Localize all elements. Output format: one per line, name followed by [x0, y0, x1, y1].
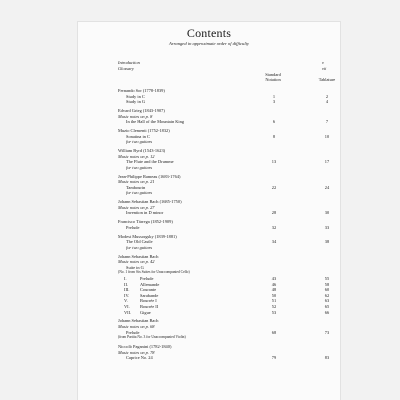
composer-name: Fernando Sor (1778-1839) [118, 88, 165, 93]
piece-title: Allemande [140, 281, 160, 287]
standard-notation-page: 13 [271, 159, 277, 165]
page-title: Contents [186, 26, 232, 40]
entry-note: for two guitars [126, 164, 153, 170]
tablature-page: 62 [324, 292, 330, 298]
piece-title: (from Partita No. 3 for Unaccompanied Violin) [118, 335, 186, 340]
entry-note: Music notes on p. 27 [118, 204, 155, 210]
front-matter-introduction: Introduction [118, 60, 140, 65]
entry-note: for two guitars [126, 139, 153, 145]
piece-title: Sonatina in C [126, 133, 150, 139]
standard-notation-page: 79 [271, 355, 277, 361]
standard-notation-page: 68 [271, 329, 277, 335]
piece-title: Bourrée I [140, 298, 157, 304]
movement-number: V. [124, 298, 128, 304]
composer-name: Niccolò Paganini (1782-1840) [118, 344, 172, 349]
movement-number: I. [124, 276, 127, 281]
entry-note: for two guitars [126, 190, 153, 196]
composer-name: Johann Sebastian Bach (1685-1750) [118, 199, 182, 205]
standard-notation-page: 28 [271, 210, 277, 216]
piece-title: Invention in D minor [126, 210, 164, 216]
standard-notation-page: 6 [272, 119, 276, 125]
tablature-page: 7 [325, 119, 329, 125]
tablature-page: 63 [324, 298, 330, 304]
piece-title: Prelude [126, 329, 140, 335]
standard-notation-page: 1 [272, 93, 276, 99]
entry-note: Music notes on p. 21 [118, 179, 155, 185]
composer-name: Muzio Clementi (1752-1832) [118, 128, 170, 133]
standard-notation-page: 32 [271, 224, 277, 230]
movement-number: VII. [124, 309, 132, 315]
standard-notation-page: 48 [271, 287, 277, 293]
column-header-standard-line2: Notation [265, 77, 281, 82]
piece-title: Courante [140, 287, 157, 293]
tablature-page: 17 [324, 159, 330, 165]
piece-title: Bourrée II [140, 304, 159, 309]
composer-name: Johann Sebastian Bach [118, 318, 159, 324]
tablature-page: 24 [324, 184, 330, 190]
standard-notation-page: 8 [272, 133, 276, 139]
piece-title: Gigue [140, 309, 151, 315]
standard-notation-page: 3 [272, 99, 276, 105]
piece-title: Sarabande [140, 292, 159, 298]
standard-notation-page: 52 [271, 304, 277, 309]
tablature-page: 10 [324, 133, 330, 139]
piece-title: Prelude [140, 276, 154, 281]
tablature-page: 58 [324, 281, 330, 287]
column-header-tablature: Tablature [318, 77, 336, 82]
column-header-standard-line1: Standard [265, 72, 281, 77]
entry-note: Music notes on p. 12 [118, 153, 155, 159]
tablature-page: 55 [324, 276, 330, 281]
column-header-standard [256, 72, 290, 82]
entry-note: Music notes on p. 78 [118, 349, 155, 355]
tablature-page: 4 [325, 99, 329, 105]
standard-notation-page: 22 [271, 184, 277, 190]
front-matter-glossary: Glossary [118, 66, 134, 71]
movement-number: IV. [124, 292, 130, 298]
tablature-page: 60 [324, 287, 330, 293]
piece-title: The Old Castle [126, 239, 153, 245]
piece-title: Suite in G [126, 264, 144, 270]
piece-title: Caprice No. 24 [126, 355, 153, 361]
standard-notation-page: 53 [271, 309, 277, 315]
composer-name: Johann Sebastian Bach [118, 253, 159, 259]
movement-number: III. [124, 287, 130, 293]
piece-title: Tambourin [126, 184, 146, 190]
front-matter-glossary-page: vii [322, 66, 327, 71]
tablature-page: 33 [324, 224, 330, 230]
entry-note: Music notes on p. 8 [118, 113, 153, 119]
standard-notation-page: 51 [271, 298, 277, 304]
composer-name: Edvard Grieg (1843-1907) [118, 108, 165, 113]
tablature-page: 38 [324, 239, 330, 245]
composer-name: Modest Mussorgsky (1839-1881) [118, 233, 177, 239]
movement-number: II. [124, 281, 129, 287]
tablature-page: 30 [324, 210, 330, 216]
tablature-page: 65 [324, 304, 330, 309]
piece-title: Prelude [126, 224, 140, 230]
movement-number: VI. [124, 304, 130, 309]
piece-title: Study in C [126, 93, 145, 99]
page-subtitle: Arranged in approximate order of difficulty [169, 41, 249, 46]
entry-note: Music notes on p. 42 [118, 259, 155, 265]
entry-note: Music notes on p. 68 [118, 324, 155, 329]
standard-notation-page: 34 [271, 239, 277, 245]
piece-title: The Flute and the Drumme [126, 159, 174, 165]
tablature-page: 83 [324, 355, 330, 361]
composer-name: Jean-Philippe Rameau (1683-1764) [118, 173, 181, 179]
tablature-page: 2 [325, 93, 329, 99]
tablature-page: 66 [324, 309, 330, 315]
piece-title: In the Hall of the Mountain King [126, 119, 185, 125]
piece-title: Study in G [126, 99, 146, 105]
piece-title: (No. 1 from Six Suites for Unaccompanied Cello) [118, 270, 190, 275]
composer-name: Francisco Tárrega (1852-1909) [118, 219, 173, 225]
composer-name: William Byrd (1543-1623) [118, 148, 166, 153]
contents-page [78, 22, 340, 400]
standard-notation-page: 43 [271, 276, 277, 281]
front-matter-introduction-page: v [322, 60, 324, 65]
entry-note: for two guitars [126, 244, 153, 250]
standard-notation-page: 50 [271, 292, 277, 298]
standard-notation-page: 46 [271, 281, 277, 287]
tablature-page: 73 [324, 329, 330, 335]
